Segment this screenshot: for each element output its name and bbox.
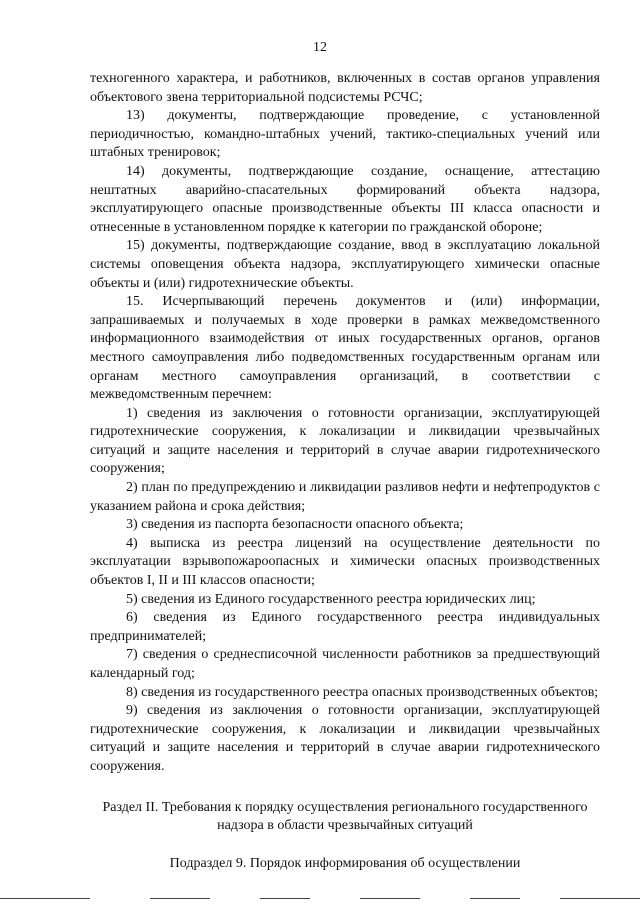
- sub-item-2: 2) план по предупреждению и ликвидации разливов нефти и нефтепродуктов с указанием района и срока действия;: [90, 480, 600, 514]
- sub-item-5: 5) сведения из Единого государственного реестра юридических лиц;: [126, 591, 536, 607]
- section-heading: Раздел II. Требования к порядку осуществления регионального государственного надзора в области чрезвычайных ситуаций: [102, 799, 588, 834]
- scan-bottom-edge: [0, 898, 640, 899]
- sub-item-1: 1) сведения из заключения о готовности организации, эксплуатирующей гидротехнические сооружения, к локализации и ликвидации чрезвычайных ситуаций и защите населения и территорий в случае аварии гидротехнического сооружения;: [90, 405, 600, 477]
- list-item-15: 15) документы, подтверждающие создание, ввод в эксплуатацию локальной системы оповещения объекта надзора, эксплуатирующего химически опасные объекты и (или) гидротехнические объекты.: [90, 238, 600, 291]
- subsection-heading: Подраздел 9. Порядок информирования об осуществлении: [169, 855, 521, 871]
- sub-item-8: 8) сведения из государственного реестра опасных производственных объектов;: [126, 684, 599, 700]
- sub-item-3: 3) сведения из паспорта безопасности опасного объекта;: [126, 517, 464, 533]
- list-item-14: 14) документы, подтверждающие создание, оснащение, аттестацию нештатных аварийно-спасательных формирований объекта надзора, эксплуатирующего опасные производственные объекты III класса опасности и отнесенные в установленном порядке к категории по гражданской обороне;: [90, 163, 600, 235]
- document-body: [90, 70, 600, 873]
- sub-item-9: 9) сведения из заключения о готовности организации, эксплуатирующей гидротехнические сооружения, к локализации и ликвидации чрезвычайных ситуаций и защите населения и территорий в случае аварии гидротехнического сооружения.: [90, 703, 600, 774]
- list-item-13: 13) документы, подтверждающие проведение, с установленной периодичностью, командно-штабных учений, тактико-специальных учений или штабных тренировок;: [90, 108, 600, 161]
- sub-item-7: 7) сведения о среднесписочной численности работников за предшествующий календарный год;: [90, 647, 600, 681]
- clause-15: 15. Исчерпывающий перечень документов и (или) информации, запрашиваемых и получаемых в ходе проверки в рамках межведомственного информационного взаимодействия от иных государственных органов, органов местного самоуправления либо подведомственных государственным органам или органам местного самоуправления организаций, в соответствии с межведомственным перечнем:: [90, 294, 600, 403]
- page-number: 12: [313, 40, 327, 55]
- sub-item-6: 6) сведения из Единого государственного реестра индивидуальных предпринимателей;: [90, 610, 600, 644]
- paragraph-continuation: техногенного характера, и работников, включенных в состав органов управления объектового звена территориальной подсистемы РСЧС;: [90, 71, 600, 105]
- sub-item-4: 4) выписка из реестра лицензий на осуществление деятельности по эксплуатации взрывопожароопасных и химически опасных производственных объектов I, II и III классов опасности;: [90, 535, 600, 589]
